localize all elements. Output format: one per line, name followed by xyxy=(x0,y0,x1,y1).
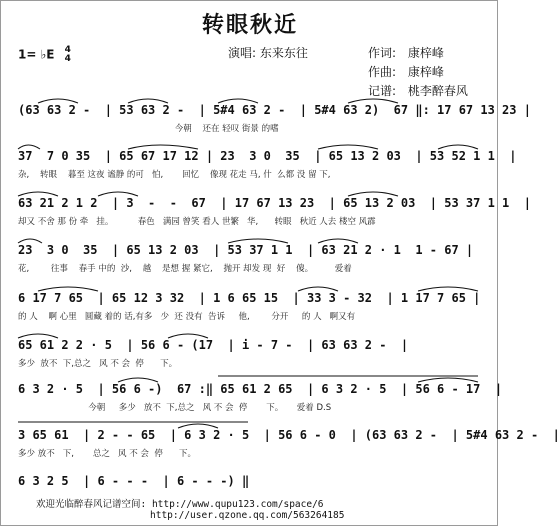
notes: 3 65 61 | 2 - - 65 | 6 3 2 · 5 | 56 6 - 0 | (63 63 2 - | 5#4 63 2 - | xyxy=(18,428,560,442)
singer-name: 东来东往 xyxy=(259,46,308,60)
footer-line-1: 欢迎光临醉春风记谱空间: http://www.qupu123.com/space/6 xyxy=(36,499,324,510)
notes: 23 3 0 35 | 65 13 2 03 | 53 37 1 1 | 63 21 2 · 1 1 - 67 | xyxy=(18,243,474,257)
notes: 63 21 2 1 2 | 3 - - 67 | 17 67 13 23 | 65 13 2 03 | 53 37 1 1 | xyxy=(18,196,531,210)
singer-label: 演唱: xyxy=(228,46,257,60)
time-signature-top: 4 xyxy=(64,45,71,55)
lyrics: 杂, 转眼 暮至 这夜 谧静 的可 怕, 回忆 像现 花走 马, 什 么都 没 留 下, xyxy=(18,170,331,180)
key-signature xyxy=(18,46,71,64)
lyricist-name: 康梓峰 xyxy=(407,46,444,60)
composer-label: 作曲: xyxy=(368,65,397,79)
lyrics: 多少 放不 下,总之 风 不 会 停 下。 xyxy=(18,359,178,369)
composer-credit xyxy=(368,63,444,80)
transcriber-label: 记谱: xyxy=(368,84,397,98)
notes: 6 3 2 5 | 6 - - - | 6 - - -) ‖ xyxy=(18,474,250,488)
notes: 65 61 2 2 · 5 | 56 6 - (17 | i - 7 - | 63 63 2 - | xyxy=(18,338,409,352)
notes: 6 17 7 65 | 65 12 3 32 | 1 6 65 15 | 33 3 - 32 | 1 17 7 65 | xyxy=(18,291,481,305)
singer-credit xyxy=(228,44,308,61)
lyrics: 今朝 还在 轻叹 街景 的嗜 xyxy=(18,124,279,134)
transcriber-credit xyxy=(368,82,468,99)
song-title: 转眼秋近 xyxy=(201,12,298,38)
notes: (63 63 2 - | 53 63 2 - | 5#4 63 2 - | 5#4 63 2) 67 ‖: 17 67 13 23 | xyxy=(18,103,531,117)
lyrics: 多少 放不 下, 总之 风 不 会 停 下。 xyxy=(18,449,197,459)
lyrics: 花, 往事 春手 中的 沙, 越 是想 握 紧它, 抛开 却发 现 好 傻。 爱着 xyxy=(18,264,352,274)
lyrics: 今朝 多少 放不 下,总之 风 不 会 停 下。 爱着 D.S xyxy=(18,403,332,413)
lyrics: 却又 不舍 那 份 牵 挂。 春色 满园 曾笑 看人 世繁 华, 转眼 秋近 人去 楼空 风霹 xyxy=(18,217,376,227)
transcriber-name: 桃李醉春风 xyxy=(407,84,468,98)
time-signature-bottom: 4 xyxy=(64,54,71,64)
footer-line-2: http://user.qzone.qq.com/563264185 xyxy=(150,510,345,521)
key-signature-text: 1= ♭E xyxy=(18,47,55,62)
lyricist-credit xyxy=(368,44,444,61)
composer-name: 康梓峰 xyxy=(407,65,444,79)
notes: 6 3 2 · 5 | 56 6 -) 67 :‖ 65 61 2 65 | 6 3 2 · 5 | 56 6 - 17 | xyxy=(18,382,503,396)
notes: 37 7 0 35 | 65 67 17 12 | 23 3 0 35 | 65 13 2 03 | 53 52 1 1 | xyxy=(18,149,517,163)
lyrics: 的 人 啊 心里 圆藏 着的 话,有多 少 还 没有 告诉 他, 分开 的 人 啊又有 xyxy=(18,312,356,322)
time-signature xyxy=(65,46,71,64)
lyricist-label: 作词: xyxy=(368,46,397,60)
